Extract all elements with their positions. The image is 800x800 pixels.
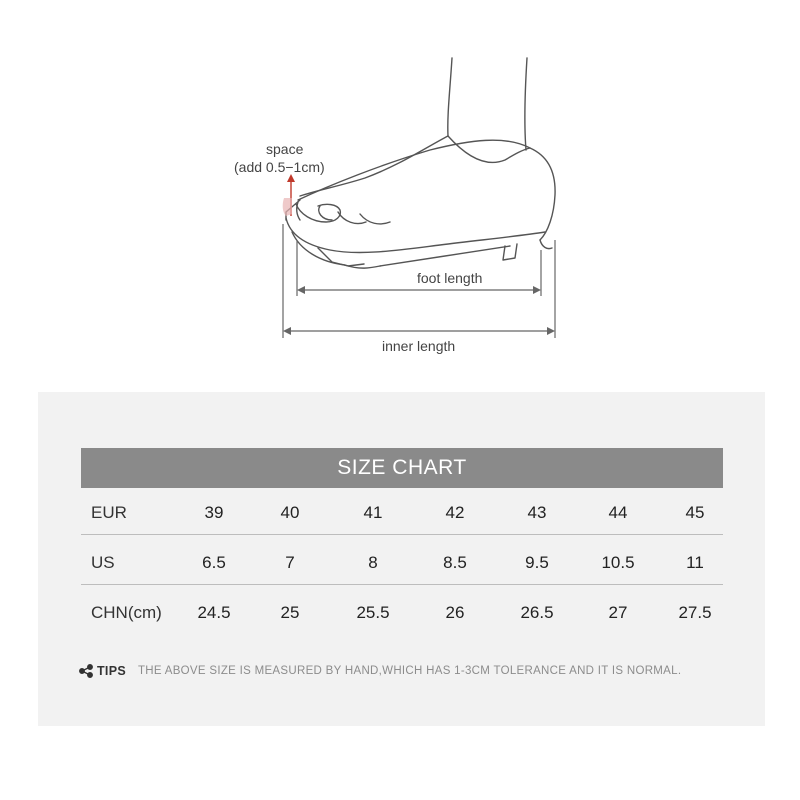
size-chart-title: SIZE CHART bbox=[81, 448, 723, 488]
size-cell: 26.5 bbox=[520, 603, 554, 622]
table-row bbox=[81, 488, 723, 538]
foot-length-label: foot length bbox=[417, 270, 483, 286]
row-divider bbox=[81, 584, 723, 585]
size-chart-panel bbox=[38, 392, 765, 726]
table-row bbox=[81, 588, 723, 638]
size-cell: 9.5 bbox=[525, 553, 549, 572]
size-cell: 8.5 bbox=[443, 553, 467, 572]
size-cell: 43 bbox=[527, 503, 547, 522]
size-cell: 26 bbox=[445, 603, 465, 622]
share-icon bbox=[78, 664, 94, 678]
size-cell: 25 bbox=[280, 603, 300, 622]
size-cell: 42 bbox=[445, 503, 465, 522]
row-label: US bbox=[91, 553, 115, 572]
space-note-label: (add 0.5−1cm) bbox=[234, 159, 325, 175]
size-cell: 41 bbox=[363, 503, 383, 522]
tips-message: THE ABOVE SIZE IS MEASURED BY HAND,WHICH HAS 1-3CM TOLERANCE AND IT IS NORMAL. bbox=[137, 665, 682, 677]
row-divider bbox=[81, 534, 723, 535]
size-cell: 6.5 bbox=[202, 553, 226, 572]
size-cell: 44 bbox=[608, 503, 628, 522]
table-row bbox=[81, 538, 723, 588]
foot-in-shoe-illustration bbox=[0, 0, 800, 380]
row-label: EUR bbox=[91, 503, 127, 522]
tips-tag: TIPS bbox=[97, 664, 126, 678]
size-cell: 11 bbox=[686, 553, 704, 572]
size-cell: 8 bbox=[368, 553, 378, 572]
size-cell: 10.5 bbox=[601, 553, 635, 572]
size-cell: 25.5 bbox=[356, 603, 390, 622]
size-cell: 40 bbox=[280, 503, 300, 522]
size-cell: 45 bbox=[685, 503, 705, 522]
tips-note bbox=[78, 664, 681, 678]
size-cell: 39 bbox=[204, 503, 224, 522]
inner-length-label: inner length bbox=[382, 338, 456, 354]
row-label: CHN(cm) bbox=[91, 603, 162, 622]
size-cell: 27.5 bbox=[678, 603, 712, 622]
space-label: space bbox=[266, 141, 304, 157]
size-cell: 24.5 bbox=[197, 603, 231, 622]
size-cell: 7 bbox=[285, 553, 295, 572]
foot-measurement-diagram bbox=[0, 0, 800, 380]
size-cell: 27 bbox=[608, 603, 628, 622]
